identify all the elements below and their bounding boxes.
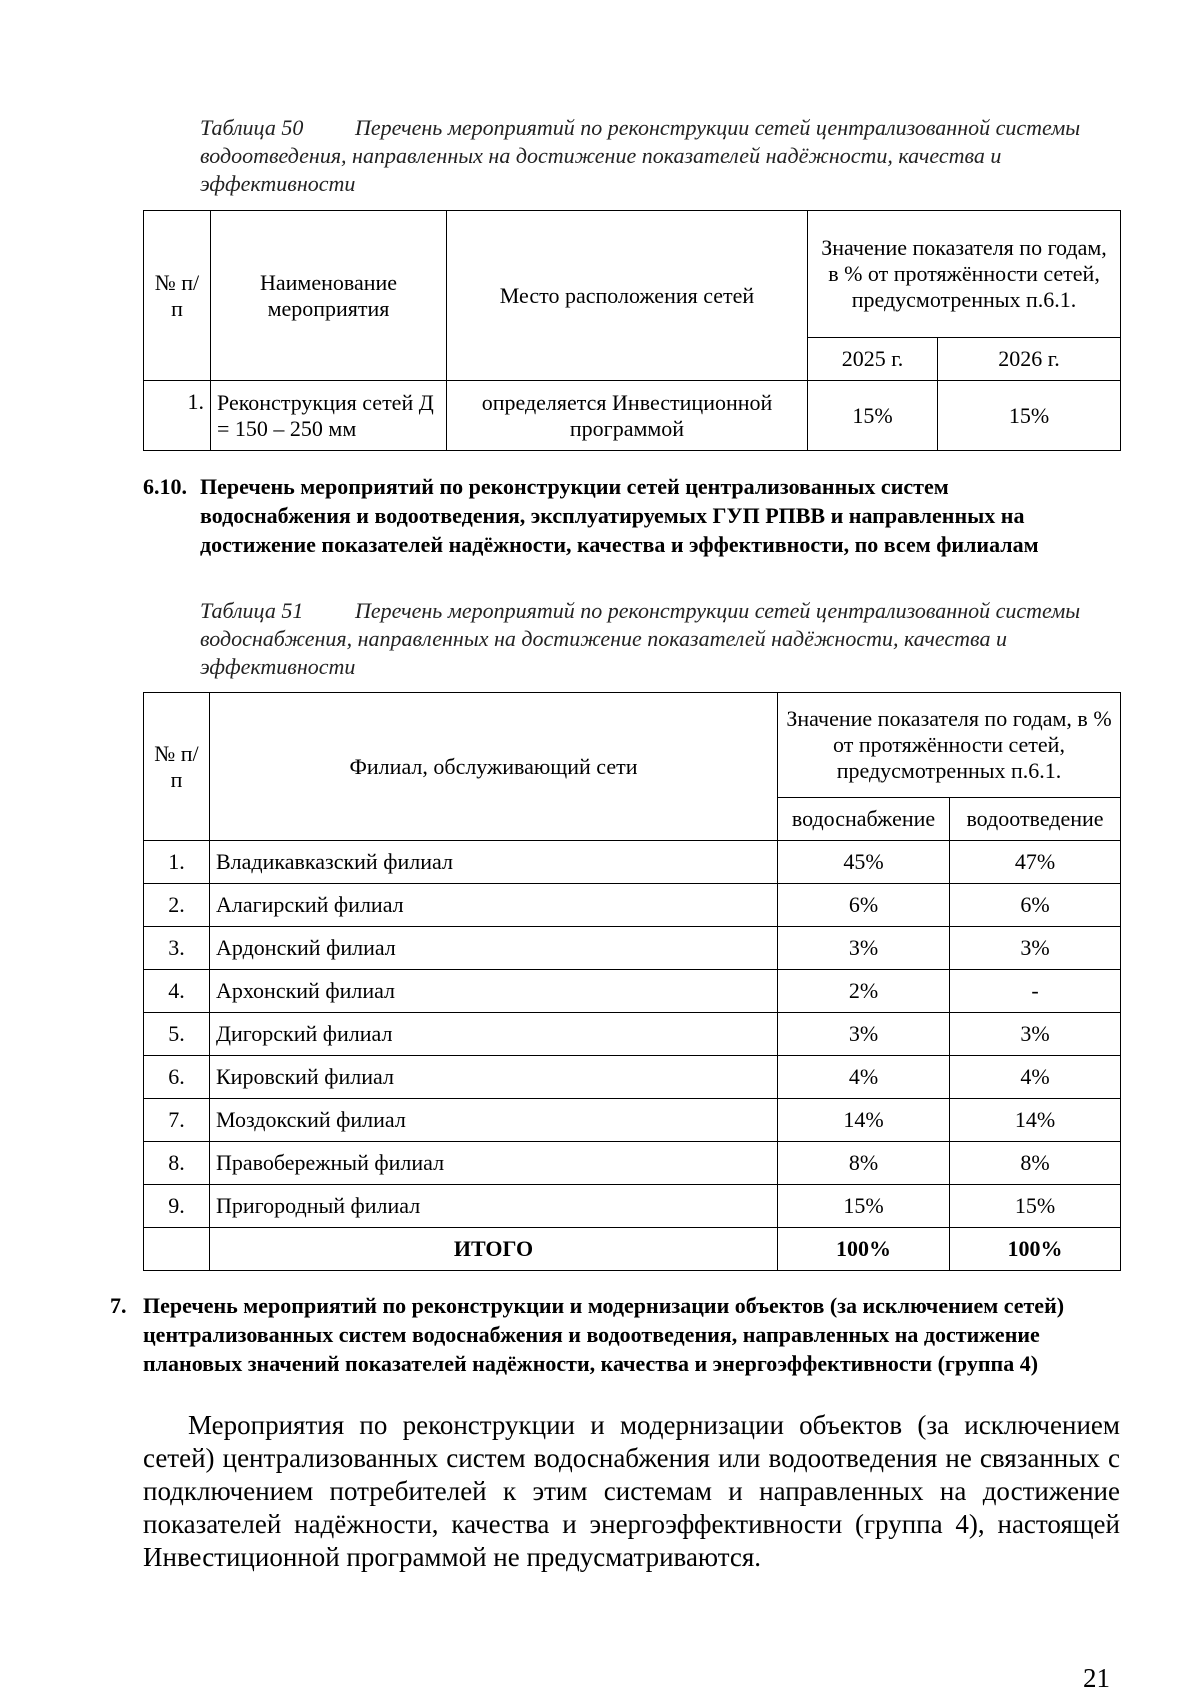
- row-num: 5.: [144, 1013, 210, 1056]
- table50-row-2026: 15%: [938, 381, 1121, 451]
- table-row: [144, 1142, 1121, 1185]
- table51-caption-text: Перечень мероприятий по реконструкции сетей централизованной системы водоснабжения, направленных на достижение показателей надёжности, качества и эффективности: [200, 598, 1081, 679]
- row-num: 8.: [144, 1142, 210, 1185]
- table-row: [144, 884, 1121, 927]
- row-num: 1.: [144, 841, 210, 884]
- row-sewer: 15%: [950, 1185, 1121, 1228]
- table50-header-name: Наименование мероприятия: [211, 211, 447, 381]
- section-610-number: 6.10.: [143, 474, 187, 499]
- section-610-title: Перечень мероприятий по реконструкции сетей централизованных систем водоснабжения и водоотведения, эксплуатируемых ГУП РПВВ и направленных на достижение показателей надёжности, качества и эффективности, по всем филиалам: [200, 474, 1039, 557]
- row-num: 6.: [144, 1056, 210, 1099]
- row-num: 4.: [144, 970, 210, 1013]
- row-sewer: 3%: [950, 1013, 1121, 1056]
- row-branch: Архонский филиал: [210, 970, 778, 1013]
- table50-header-year1: 2025 г.: [808, 338, 938, 381]
- row-num: 7.: [144, 1099, 210, 1142]
- table51: [143, 692, 1121, 1271]
- table51-header-branch: Филиал, обслуживающий сети: [210, 693, 778, 841]
- table50-caption: [200, 114, 1100, 198]
- body-paragraph: Мероприятия по реконструкции и модернизации объектов (за исключением сетей) централизованных систем водоснабжения или водоотведения не связанных с подключением потребителей к этим системам и направленных на достижение показателей надёжности, качества и энергоэффективности (группа 4), настоящей Инвестиционной программой не предусматриваются.: [143, 1410, 1120, 1572]
- table51-caption: [200, 597, 1100, 681]
- row-branch: Правобережный филиал: [210, 1142, 778, 1185]
- table50-caption-number: Таблица 50: [200, 115, 304, 140]
- table50-header-year2: 2026 г.: [938, 338, 1121, 381]
- table51-header-values: Значение показателя по годам, в % от протяжённости сетей, предусмотренных п.6.1.: [778, 693, 1121, 798]
- row-sewer: 3%: [950, 927, 1121, 970]
- table51-header-water: водоснабжение: [778, 798, 950, 841]
- table50-row-num: 1.: [144, 381, 211, 451]
- row-num: 3.: [144, 927, 210, 970]
- total-label: ИТОГО: [210, 1228, 778, 1271]
- table50-row-name: Реконструкция сетей Д = 150 – 250 мм: [211, 381, 447, 451]
- row-branch: Моздокский филиал: [210, 1099, 778, 1142]
- row-branch: Владикавказский филиал: [210, 841, 778, 884]
- row-water: 3%: [778, 927, 950, 970]
- table50-row-location: определяется Инвестиционной программой: [447, 381, 808, 451]
- row-water: 6%: [778, 884, 950, 927]
- table50-caption-text: Перечень мероприятий по реконструкции сетей централизованной системы водоотведения, направленных на достижение показателей надёжности, качества и эффективности: [200, 115, 1081, 196]
- table-row: [144, 1099, 1121, 1142]
- table-row: [144, 1185, 1121, 1228]
- row-branch: Алагирский филиал: [210, 884, 778, 927]
- row-sewer: 14%: [950, 1099, 1121, 1142]
- row-water: 14%: [778, 1099, 950, 1142]
- table-row: [144, 927, 1121, 970]
- table50: [143, 210, 1121, 451]
- row-water: 15%: [778, 1185, 950, 1228]
- table50-header-num: № п/п: [144, 211, 211, 381]
- row-water: 2%: [778, 970, 950, 1013]
- table51-caption-number: Таблица 51: [200, 598, 304, 623]
- total-num-empty: [144, 1228, 210, 1271]
- table50-row-2025: 15%: [808, 381, 938, 451]
- table-row: [144, 1013, 1121, 1056]
- total-water: 100%: [778, 1228, 950, 1271]
- row-branch: Кировский филиал: [210, 1056, 778, 1099]
- row-sewer: 4%: [950, 1056, 1121, 1099]
- row-sewer: -: [950, 970, 1121, 1013]
- row-sewer: 47%: [950, 841, 1121, 884]
- total-sewer: 100%: [950, 1228, 1121, 1271]
- page-number: 21: [1083, 1663, 1110, 1693]
- row-water: 4%: [778, 1056, 950, 1099]
- row-water: 45%: [778, 841, 950, 884]
- row-branch: Ардонский филиал: [210, 927, 778, 970]
- row-water: 3%: [778, 1013, 950, 1056]
- row-sewer: 8%: [950, 1142, 1121, 1185]
- table-row: [144, 381, 1121, 451]
- row-branch: Пригородный филиал: [210, 1185, 778, 1228]
- table-total-row: [144, 1228, 1121, 1271]
- table50-header-values: Значение показателя по годам, в % от протяжённости сетей, предусмотренных п.6.1.: [808, 211, 1121, 338]
- table51-header-num: № п/п: [144, 693, 210, 841]
- row-num: 9.: [144, 1185, 210, 1228]
- row-num: 2.: [144, 884, 210, 927]
- table-row: [144, 970, 1121, 1013]
- table-row: [144, 841, 1121, 884]
- section-7-number: 7.: [110, 1293, 127, 1318]
- row-branch: Дигорский филиал: [210, 1013, 778, 1056]
- row-water: 8%: [778, 1142, 950, 1185]
- table50-header-location: Место расположения сетей: [447, 211, 808, 381]
- table-row: [144, 1056, 1121, 1099]
- table51-header-sewer: водоотведение: [950, 798, 1121, 841]
- row-sewer: 6%: [950, 884, 1121, 927]
- section-7-title: Перечень мероприятий по реконструкции и модернизации объектов (за исключением сетей) централизованных систем водоснабжения и водоотведения, направленных на достижение плановых значений показателей надёжности, качества и энергоэффективности (группа 4): [143, 1293, 1065, 1376]
